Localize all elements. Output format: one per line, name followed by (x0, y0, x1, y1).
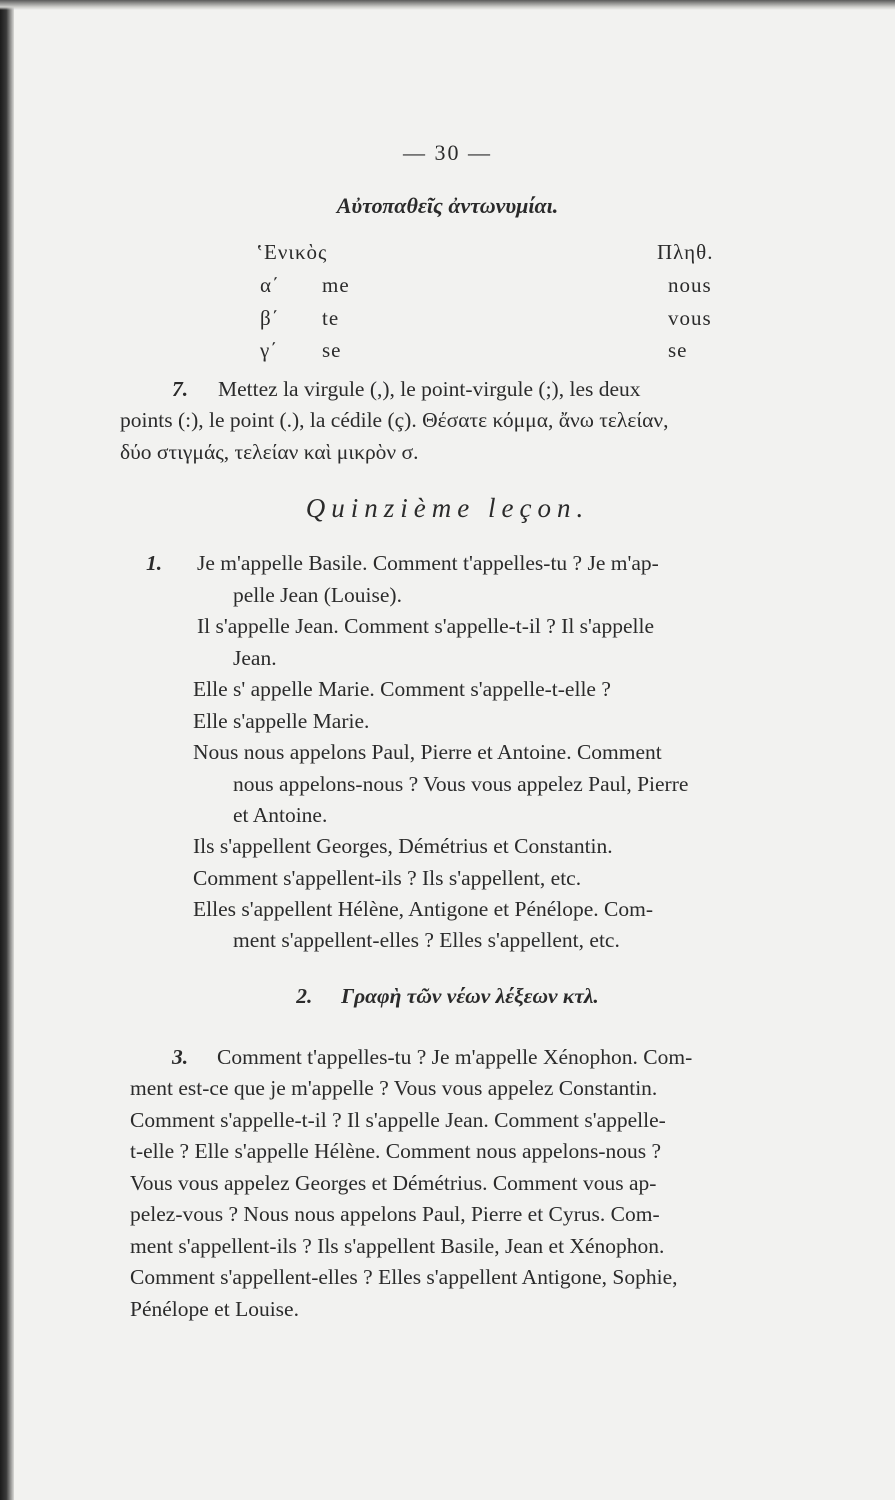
exercise-line: nous appelons-nous ? Vous vous appelez Paul, Pierre (233, 772, 689, 796)
exercise-line: t-elle ? Elle s'appelle Hélène. Comment nous appelons-nous ? (130, 1139, 662, 1163)
exercise-line: Comment t'appelles-tu ? Je m'appelle Xénophon. Com- (217, 1045, 693, 1069)
exercise-line: Il s'appelle Jean. Comment s'appelle-t-il ? Il s'appelle (197, 614, 655, 638)
page-edge-left (0, 0, 14, 1500)
exercise-line: Mettez la virgule (,), le point-virgule (;), les deux (218, 377, 641, 401)
exercise-line: points (:), le point (.), la cédile (ç). Θέσατε κόμμα, ἄνω τελείαν, (120, 408, 669, 432)
exercise-number: 2. (296, 984, 313, 1008)
page-edge-top (0, 0, 895, 10)
exercise-line: Elles s'appellent Hélène, Antigone et Pénélope. Com- (193, 897, 654, 921)
exercise-line: Comment s'appellent-elles ? Elles s'appellent Antigone, Sophie, (130, 1265, 678, 1289)
lesson-title: Quinzième leçon. (305, 493, 590, 523)
exercise-line: Elle s'appelle Marie. (193, 709, 370, 733)
exercise-number: 7. (172, 377, 189, 401)
exercise-line: ment s'appellent-ils ? Ils s'appellent Basile, Jean et Xénophon. (130, 1234, 665, 1258)
table-plural: vous (668, 306, 712, 330)
table-person: α΄ (260, 273, 280, 297)
table-singular: te (322, 306, 340, 330)
section-title: Αὐτοπαθεῖς ἀντωνυμίαι. (336, 193, 559, 218)
exercise-number: 3. (172, 1045, 189, 1069)
table-person: β΄ (260, 306, 280, 330)
table-header-plural: Πληθ. (657, 240, 714, 264)
table-person: γ΄ (260, 338, 279, 362)
table-plural: se (668, 338, 688, 362)
exercise-2 (0, 984, 895, 1009)
table-header-singular: ʽΕνικὸς (256, 240, 328, 264)
exercise-line: ment est-ce que je m'appelle ? Vous vous appelez Constantin. (130, 1076, 658, 1100)
exercise-line: Elle s' appelle Marie. Comment s'appelle-t-elle ? (193, 677, 611, 701)
table-singular: me (322, 273, 350, 297)
exercise-line: pelez-vous ? Nous nous appelons Paul, Pierre et Cyrus. Com- (130, 1202, 660, 1226)
exercise-line: et Antoine. (233, 803, 328, 827)
exercise-text: Γραφὴ τῶν νέων λέξεων κτλ. (341, 984, 599, 1008)
table-singular: se (322, 338, 342, 362)
page-number: — 30 — (403, 140, 492, 165)
table-plural: nous (668, 273, 712, 297)
exercise-line: δύο στιγμάς, τελείαν καὶ μικρὸν σ. (120, 440, 419, 464)
exercise-line: Ils s'appellent Georges, Démétrius et Constantin. (193, 834, 613, 858)
exercise-line: Comment s'appelle-t-il ? Il s'appelle Jean. Comment s'appelle- (130, 1108, 666, 1132)
exercise-line: Je m'appelle Basile. Comment t'appelles-tu ? Je m'ap- (197, 551, 659, 575)
exercise-line: pelle Jean (Louise). (233, 583, 402, 607)
exercise-line: Comment s'appellent-ils ? Ils s'appellent, etc. (193, 866, 582, 890)
exercise-line: ment s'appellent-elles ? Elles s'appellent, etc. (233, 928, 620, 952)
exercise-line: Pénélope et Louise. (130, 1297, 299, 1321)
exercise-line: Vous vous appelez Georges et Démétrius. Comment vous ap- (130, 1171, 657, 1195)
exercise-line: Nous nous appelons Paul, Pierre et Antoine. Comment (193, 740, 662, 764)
exercise-number: 1. (146, 551, 163, 575)
exercise-line: Jean. (233, 646, 277, 670)
